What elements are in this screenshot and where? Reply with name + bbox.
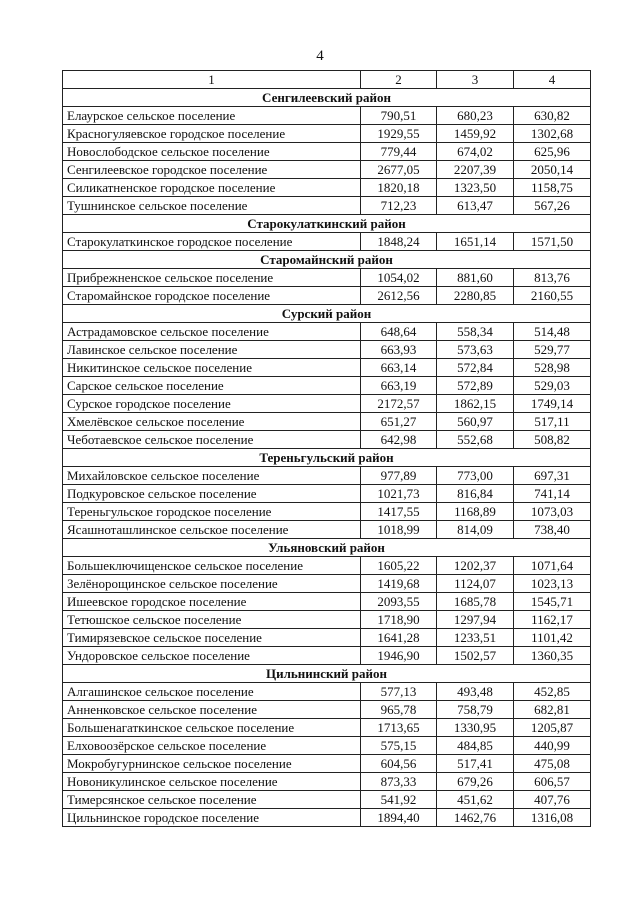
settlements-table	[62, 70, 591, 827]
table-row	[63, 503, 591, 521]
settlement-name: Тимерсянское сельское поселение	[63, 791, 361, 809]
table-row	[63, 737, 591, 755]
settlement-name: Тушнинское сельское поселение	[63, 197, 361, 215]
value-col-3: 517,41	[437, 755, 514, 773]
value-col-4: 630,82	[514, 107, 591, 125]
value-col-2: 965,78	[361, 701, 437, 719]
value-col-4: 738,40	[514, 521, 591, 539]
value-col-4: 567,26	[514, 197, 591, 215]
settlement-name: Старокулаткинское городское поселение	[63, 233, 361, 251]
table-row	[63, 179, 591, 197]
value-col-3: 552,68	[437, 431, 514, 449]
column-header: 2	[361, 71, 437, 89]
settlement-name: Астрадамовское сельское поселение	[63, 323, 361, 341]
value-col-4: 1023,13	[514, 575, 591, 593]
value-col-3: 773,00	[437, 467, 514, 485]
value-col-3: 2207,39	[437, 161, 514, 179]
table-row	[63, 269, 591, 287]
table-row	[63, 647, 591, 665]
value-col-2: 1718,90	[361, 611, 437, 629]
value-col-2: 663,93	[361, 341, 437, 359]
value-col-4: 813,76	[514, 269, 591, 287]
table-row	[63, 467, 591, 485]
settlement-name: Цильнинское городское поселение	[63, 809, 361, 827]
settlement-name: Тетюшское сельское поселение	[63, 611, 361, 629]
settlement-name: Зелёнорощинское сельское поселение	[63, 575, 361, 593]
table-row	[63, 143, 591, 161]
value-col-4: 529,77	[514, 341, 591, 359]
value-col-2: 1021,73	[361, 485, 437, 503]
value-col-2: 1946,90	[361, 647, 437, 665]
value-col-2: 2612,56	[361, 287, 437, 305]
value-col-4: 1101,42	[514, 629, 591, 647]
value-col-2: 642,98	[361, 431, 437, 449]
district-heading: Тереньгульский район	[63, 449, 591, 467]
value-col-3: 1685,78	[437, 593, 514, 611]
settlement-name: Силикатненское городское поселение	[63, 179, 361, 197]
settlement-name: Новослободское сельское поселение	[63, 143, 361, 161]
value-col-4: 452,85	[514, 683, 591, 701]
value-col-2: 1713,65	[361, 719, 437, 737]
settlement-name: Никитинское сельское поселение	[63, 359, 361, 377]
value-col-3: 758,79	[437, 701, 514, 719]
table-row	[63, 431, 591, 449]
table-row	[63, 233, 591, 251]
table-row	[63, 125, 591, 143]
value-col-3: 1462,76	[437, 809, 514, 827]
value-col-2: 1820,18	[361, 179, 437, 197]
value-col-3: 2280,85	[437, 287, 514, 305]
settlement-name: Елаурское сельское поселение	[63, 107, 361, 125]
value-col-4: 1302,68	[514, 125, 591, 143]
page-number: 4	[316, 48, 324, 64]
settlement-name: Старомайнское городское поселение	[63, 287, 361, 305]
value-col-3: 484,85	[437, 737, 514, 755]
value-col-3: 493,48	[437, 683, 514, 701]
value-col-4: 1205,87	[514, 719, 591, 737]
settlement-name: Подкуровское сельское поселение	[63, 485, 361, 503]
settlement-name: Сенгилеевское городское поселение	[63, 161, 361, 179]
table-row	[63, 485, 591, 503]
value-col-2: 2677,05	[361, 161, 437, 179]
settlement-name: Большеключищенское сельское поселение	[63, 557, 361, 575]
value-col-2: 873,33	[361, 773, 437, 791]
value-col-3: 451,62	[437, 791, 514, 809]
value-col-3: 572,84	[437, 359, 514, 377]
table-row	[63, 773, 591, 791]
column-header: 1	[63, 71, 361, 89]
district-heading-row	[63, 89, 591, 107]
value-col-4: 1162,17	[514, 611, 591, 629]
value-col-3: 1330,95	[437, 719, 514, 737]
table-row	[63, 755, 591, 773]
district-heading: Ульяновский район	[63, 539, 591, 557]
settlement-name: Елховоозёрское сельское поселение	[63, 737, 361, 755]
value-col-2: 651,27	[361, 413, 437, 431]
value-col-2: 541,92	[361, 791, 437, 809]
value-col-4: 2160,55	[514, 287, 591, 305]
table-row	[63, 629, 591, 647]
district-heading-row	[63, 251, 591, 269]
value-col-2: 663,19	[361, 377, 437, 395]
settlement-name: Алгашинское сельское поселение	[63, 683, 361, 701]
table-row	[63, 521, 591, 539]
value-col-4: 697,31	[514, 467, 591, 485]
table-row	[63, 791, 591, 809]
value-col-2: 1605,22	[361, 557, 437, 575]
value-col-3: 1202,37	[437, 557, 514, 575]
value-col-3: 1502,57	[437, 647, 514, 665]
value-col-3: 881,60	[437, 269, 514, 287]
value-col-2: 1641,28	[361, 629, 437, 647]
value-col-3: 816,84	[437, 485, 514, 503]
table-row	[63, 575, 591, 593]
settlement-name: Ундоровское сельское поселение	[63, 647, 361, 665]
value-col-2: 1894,40	[361, 809, 437, 827]
value-col-4: 2050,14	[514, 161, 591, 179]
table-row	[63, 287, 591, 305]
value-col-4: 528,98	[514, 359, 591, 377]
value-col-3: 613,47	[437, 197, 514, 215]
table-row	[63, 197, 591, 215]
header-row	[63, 71, 591, 89]
value-col-4: 606,57	[514, 773, 591, 791]
table-row	[63, 809, 591, 827]
district-heading: Старокулаткинский район	[63, 215, 591, 233]
district-heading: Цильнинский район	[63, 665, 591, 683]
value-col-3: 1651,14	[437, 233, 514, 251]
value-col-2: 604,56	[361, 755, 437, 773]
settlement-name: Прибрежненское сельское поселение	[63, 269, 361, 287]
value-col-4: 1316,08	[514, 809, 591, 827]
value-col-4: 1360,35	[514, 647, 591, 665]
value-col-4: 1158,75	[514, 179, 591, 197]
value-col-3: 674,02	[437, 143, 514, 161]
table-row	[63, 107, 591, 125]
district-heading-row	[63, 449, 591, 467]
value-col-3: 680,23	[437, 107, 514, 125]
value-col-2: 1848,24	[361, 233, 437, 251]
column-header: 4	[514, 71, 591, 89]
value-col-2: 2172,57	[361, 395, 437, 413]
settlement-name: Тимирязевское сельское поселение	[63, 629, 361, 647]
value-col-4: 682,81	[514, 701, 591, 719]
value-col-2: 1417,55	[361, 503, 437, 521]
table-row	[63, 413, 591, 431]
value-col-4: 1545,71	[514, 593, 591, 611]
district-heading: Сурский район	[63, 305, 591, 323]
table-row	[63, 359, 591, 377]
settlement-name: Хмелёвское сельское поселение	[63, 413, 361, 431]
settlement-name: Ишеевское городское поселение	[63, 593, 361, 611]
table-row	[63, 683, 591, 701]
value-col-2: 1929,55	[361, 125, 437, 143]
table-row	[63, 611, 591, 629]
value-col-4: 514,48	[514, 323, 591, 341]
value-col-4: 625,96	[514, 143, 591, 161]
settlement-name: Ясашноташлинское сельское поселение	[63, 521, 361, 539]
value-col-3: 1168,89	[437, 503, 514, 521]
value-col-2: 648,64	[361, 323, 437, 341]
value-col-2: 575,15	[361, 737, 437, 755]
district-heading-row	[63, 665, 591, 683]
value-col-4: 407,76	[514, 791, 591, 809]
settlement-name: Новоникулинское сельское поселение	[63, 773, 361, 791]
value-col-3: 1323,50	[437, 179, 514, 197]
settlement-name: Чеботаевское сельское поселение	[63, 431, 361, 449]
table-row	[63, 377, 591, 395]
value-col-2: 977,89	[361, 467, 437, 485]
value-col-2: 2093,55	[361, 593, 437, 611]
value-col-3: 560,97	[437, 413, 514, 431]
value-col-2: 779,44	[361, 143, 437, 161]
district-heading-row	[63, 215, 591, 233]
table-row	[63, 593, 591, 611]
settlement-name: Анненковское сельское поселение	[63, 701, 361, 719]
settlement-name: Тереньгульское городское поселение	[63, 503, 361, 521]
district-heading-row	[63, 539, 591, 557]
district-heading: Сенгилеевский район	[63, 89, 591, 107]
value-col-2: 1018,99	[361, 521, 437, 539]
value-col-2: 577,13	[361, 683, 437, 701]
value-col-2: 712,23	[361, 197, 437, 215]
value-col-2: 1419,68	[361, 575, 437, 593]
table-row	[63, 341, 591, 359]
value-col-3: 558,34	[437, 323, 514, 341]
value-col-3: 1297,94	[437, 611, 514, 629]
settlement-name: Михайловское сельское поселение	[63, 467, 361, 485]
settlement-name: Сарское сельское поселение	[63, 377, 361, 395]
value-col-4: 1571,50	[514, 233, 591, 251]
value-col-3: 679,26	[437, 773, 514, 791]
settlement-name: Сурское городское поселение	[63, 395, 361, 413]
table-row	[63, 557, 591, 575]
value-col-4: 517,11	[514, 413, 591, 431]
table-row	[63, 719, 591, 737]
value-col-4: 1073,03	[514, 503, 591, 521]
settlement-name: Мокробугурнинское сельское поселение	[63, 755, 361, 773]
settlement-name: Лавинское сельское поселение	[63, 341, 361, 359]
table-row	[63, 701, 591, 719]
value-col-2: 790,51	[361, 107, 437, 125]
value-col-4: 508,82	[514, 431, 591, 449]
value-col-4: 475,08	[514, 755, 591, 773]
value-col-4: 440,99	[514, 737, 591, 755]
value-col-3: 1862,15	[437, 395, 514, 413]
value-col-4: 1749,14	[514, 395, 591, 413]
table-row	[63, 323, 591, 341]
table-row	[63, 395, 591, 413]
value-col-3: 572,89	[437, 377, 514, 395]
value-col-3: 814,09	[437, 521, 514, 539]
value-col-3: 1233,51	[437, 629, 514, 647]
value-col-3: 1124,07	[437, 575, 514, 593]
value-col-2: 1054,02	[361, 269, 437, 287]
district-heading: Старомайнский район	[63, 251, 591, 269]
district-heading-row	[63, 305, 591, 323]
value-col-2: 663,14	[361, 359, 437, 377]
value-col-3: 573,63	[437, 341, 514, 359]
value-col-4: 1071,64	[514, 557, 591, 575]
table-row	[63, 161, 591, 179]
value-col-4: 741,14	[514, 485, 591, 503]
value-col-4: 529,03	[514, 377, 591, 395]
settlement-name: Большенагаткинское сельское поселение	[63, 719, 361, 737]
column-header: 3	[437, 71, 514, 89]
settlement-name: Красногуляевское городское поселение	[63, 125, 361, 143]
value-col-3: 1459,92	[437, 125, 514, 143]
